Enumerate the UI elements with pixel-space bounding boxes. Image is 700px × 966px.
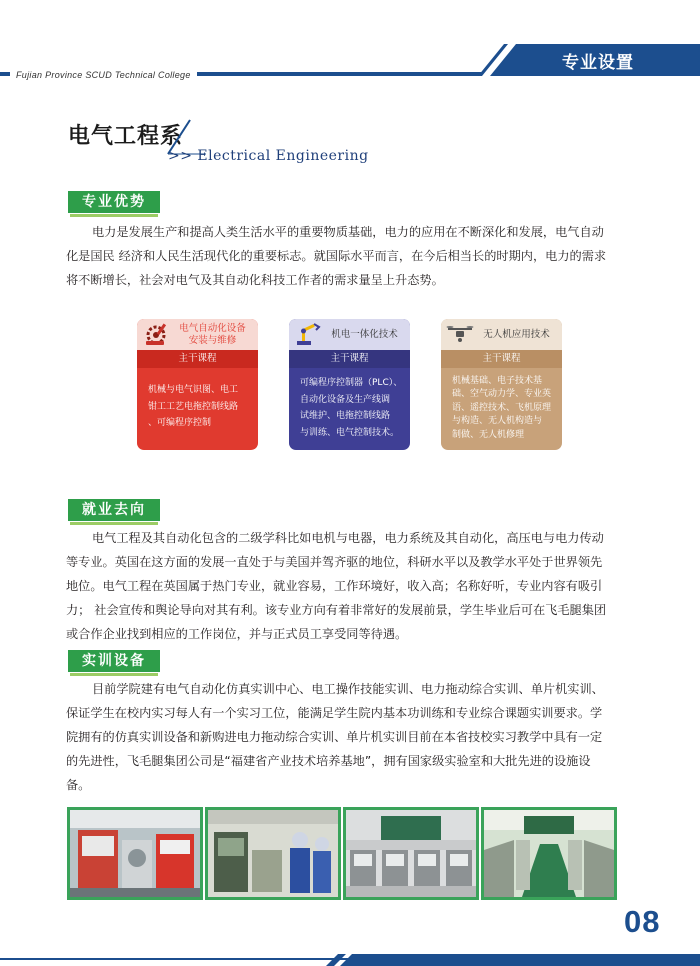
course-line: 、可编程序控制 [148,418,212,428]
page-number: 08 [624,904,661,939]
careers-text [66,526,614,646]
course-line: 机械与电气识图、电工 [148,385,239,395]
drone-icon [446,321,474,347]
program-card-title-line: 机电一体化技术 [331,328,398,340]
gear-wrench-icon [142,321,170,347]
careers-line: 等专业。英国在这方面的发展一直处于与美国并驾齐驱的地位，科研水平以及教学水平处于世界领先 [66,555,603,569]
course-line: 础、空气动力学、专业英 [452,389,552,400]
program-card-title-line: 无人机应用技术 [483,328,550,340]
training-line: 院拥有的仿真实训设备和新购进电力拖动综合实训、单片机实训目前在本省技校实习教学中具有一定 [66,730,603,744]
automation-lab-photo [67,807,203,900]
program-card-drone [441,319,562,450]
advantages-line: 化是国民 经济和人民生活现代化的重要标志。就国际水平而言，在今后相当长的时期内，电力的需求 [66,249,607,263]
careers-line: 电气工程及其自动化包含的二级学科比如电机与电器，电力系统及其自动化，高压电与电力传动 [92,531,604,545]
careers-line: 或合作企业找到相应的工作岗位，并与正式员工享受同等待遇。 [66,627,408,641]
training-line: 的先进性，飞毛腿集团公司是“福建省产业技术培养基地”，拥有国家级实验室和大批先进的设施设 [66,754,591,768]
program-card-title-line: 安装与维修 [188,334,237,346]
program-card-electrical-automation [137,319,258,450]
program-card-courses [137,368,258,450]
training-label: 实训设备 [68,650,160,672]
students-training-photo [205,807,341,900]
program-card-courses [289,368,410,450]
training-line: 保证学生在校内实习每人有一个实习工位，能满足学生院内基本功训练和专业综合课题实训要求。学 [66,706,603,720]
program-card-title [475,321,558,348]
footer-bar [0,952,700,966]
training-text [66,677,614,797]
robot-arm-icon [294,321,322,347]
training-line: 备。 [66,778,91,792]
course-line: 与构造、无人机构造与 [452,416,543,427]
program-card-mechatronics [289,319,410,450]
careers-label: 就业去向 [68,499,160,521]
advantages-text [66,220,614,292]
course-line: 机械基础、电子技术基 [452,376,543,386]
course-line: 语、遥控技术、飞机原理 [452,402,552,413]
advantages-line: 电力是发展生产和提高人类生活水平的重要物质基础，电力的应用在不断深化和发展，电气自动 [92,225,604,239]
college-name: Fujian Province SCUD Technical College [10,70,197,80]
program-card-header [441,319,562,350]
careers-line: 地位。电气工程在英国属于热门专业，就业容易，工作环境好，收入高；名称好听，专业内容有吸引 [66,579,603,593]
program-card-courses [441,368,562,450]
program-card-subtitle: 主干课程 [289,350,410,368]
course-line: 与训练、电气控制技术。 [300,427,400,438]
advantages-label: 专业优势 [68,191,160,213]
program-card-title-line: 电气自动化设备 [179,322,246,334]
training-line: 目前学院建有电气自动化仿真实训中心、电工操作技能实训、电力拖动综合实训、单片机实训、 [92,682,604,696]
department-title-en: >> Electrical Engineering [168,148,369,164]
section-tab [478,44,700,76]
program-card-title [323,321,406,348]
course-line: 自动化设备及生产线调 [300,394,391,405]
program-card-title [171,321,254,348]
drive-training-photo [481,807,617,900]
advantages-line: 将不断增长，社会对电气及其自动化科技工作者的需求量呈上升态势。 [66,273,444,287]
course-line: 制做、无人机修理 [452,429,525,440]
course-line: 试维护、电拖控制线路 [300,411,391,421]
department-title-cn: 电气工程系 [68,124,184,149]
careers-line: 力； 社会宣传和舆论导向对其有利。该专业方向有着非常好的发展前景，学生毕业后可在飞毛腿集团 [66,603,607,617]
program-card-subtitle: 主干课程 [441,350,562,368]
program-card-header [289,319,410,350]
course-line: 可编程序控制器（PLC）、 [300,378,403,388]
course-line: 钳工工艺电拖控制线路 [148,401,239,412]
section-tab-title: 专业设置 [562,53,634,73]
program-card-subtitle: 主干课程 [137,350,258,368]
program-card-header [137,319,258,350]
electrical-lab-photo [343,807,479,900]
